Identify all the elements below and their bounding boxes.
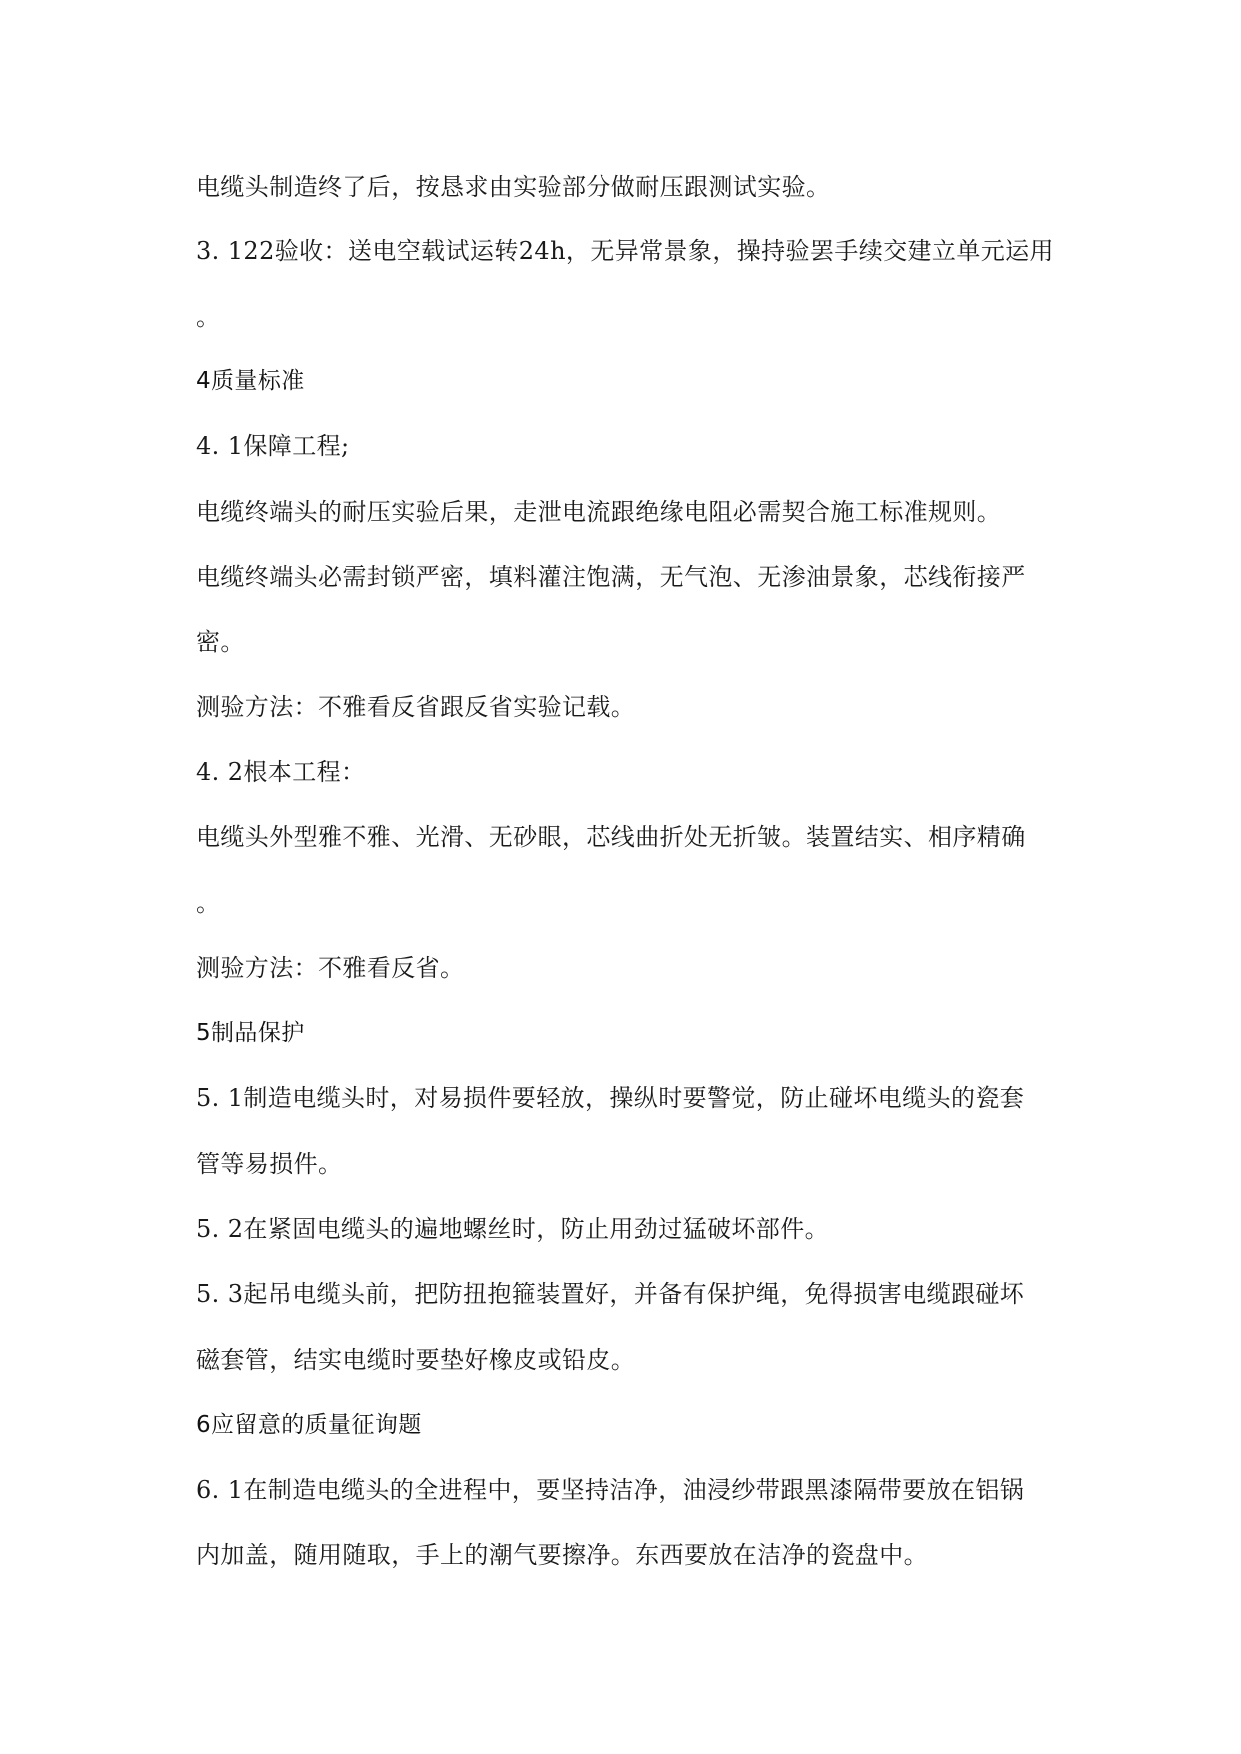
text-line: 电缆终端头的耐压实验后果，走泄电流跟绝缘电阻必需契合施工标准规则。 [196,498,1002,526]
section-heading: 6应留意的质量征询题 [196,1412,422,1438]
text-line: 测验方法：不雅看反省。 [196,954,465,982]
text-line: 4. 2根本工程： [196,758,366,786]
section-heading: 5制品保护 [196,1020,305,1046]
text-line: 电缆终端头必需封锁严密，填料灌注饱满，无气泡、无渗油景象，芯线衔接严 [196,563,1026,591]
text-line: 测验方法：不雅看反省跟反省实验记载。 [196,693,636,721]
text-line: 5. 1制造电缆头时，对易损件要轻放，操纵时要警觉，防止碰坏电缆头的瓷套 [196,1084,1025,1112]
text-line: 5. 3起吊电缆头前，把防扭抱箍装置好，并备有保护绳，免得损害电缆跟碰坏 [196,1280,1025,1308]
text-line: 管等易损件。 [196,1150,343,1178]
text-line: 。 [196,303,221,331]
text-line: 4. 1保障工程; [196,432,350,460]
text-line: 。 [196,889,221,917]
text-line: 5. 2在紧固电缆头的遍地螺丝时，防止用劲过猛破坏部件。 [196,1215,829,1243]
text-line: 磁套管，结实电缆时要垫好橡皮或铅皮。 [196,1346,636,1374]
text-line: 电缆头制造终了后，按恳求由实验部分做耐压跟测试实验。 [196,173,831,201]
text-line: 密。 [196,628,245,656]
text-line: 6. 1在制造电缆头的全进程中，要坚持洁净，油浸纱带跟黑漆隔带要放在铝锅 [196,1476,1025,1504]
text-line: 3. 122验收：送电空载试运转24h，无异常景象，操持验罢手续交建立单元运用 [196,237,1054,265]
text-line: 内加盖，随用随取，手上的潮气要擦净。东西要放在洁净的瓷盘中。 [196,1541,928,1569]
text-line: 电缆头外型雅不雅、光滑、无砂眼，芯线曲折处无折皱。装置结实、相序精确 [196,823,1026,851]
section-heading: 4质量标准 [196,368,305,394]
